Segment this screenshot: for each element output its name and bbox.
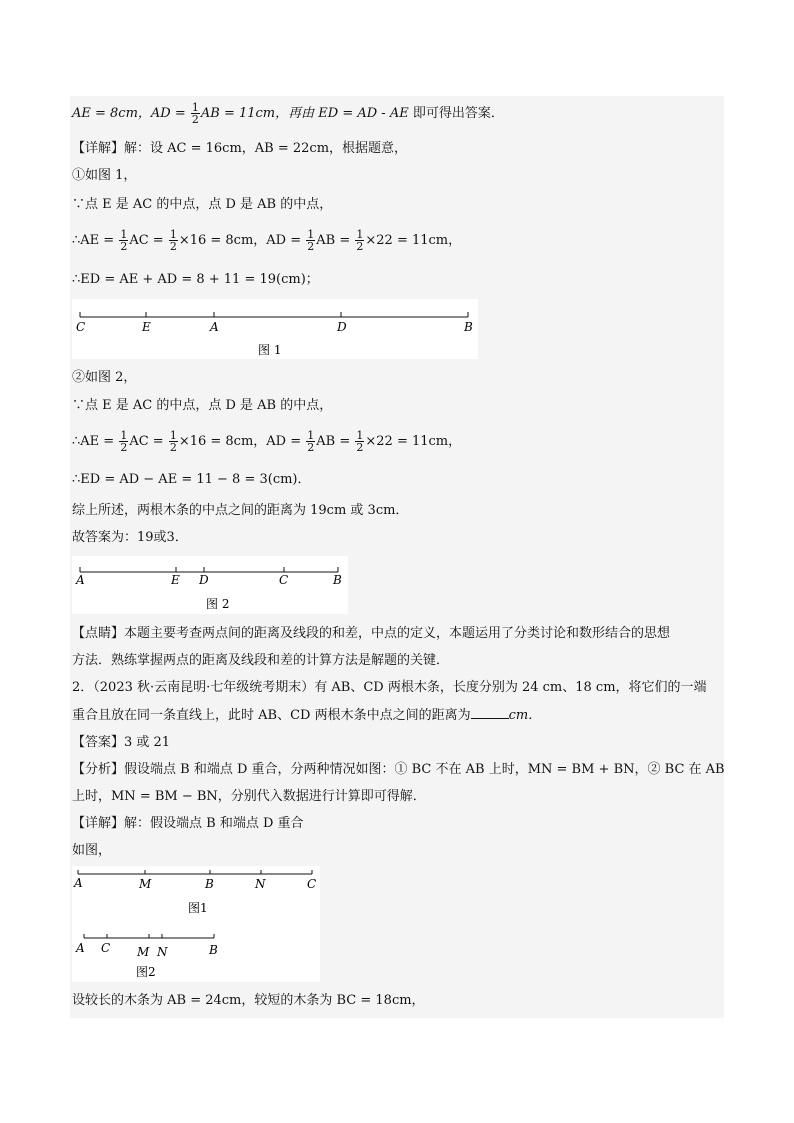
text-line-3: ①如图 1， — [72, 168, 137, 183]
text-line-18: 【分析】假设端点 B 和端点 D 重合，分两种情况如图：① BC 不在 AB 上时，MN = BM + BN，② BC 在 AB — [72, 762, 725, 777]
label-c1: C — [307, 877, 317, 891]
text-line-17: 【答案】3 或 21 — [72, 735, 171, 750]
label-a1: A — [74, 876, 83, 890]
figure-1-svg — [72, 299, 478, 359]
text-line-13: 【点睛】本题主要考查两点间的距离及线段的和差，中点的定义，本题运用了分类讨论和数形结合的思想 — [72, 626, 671, 641]
answer-blank — [471, 706, 509, 719]
label-m1: M — [139, 877, 152, 891]
fraction-half: $\frac{1}{2}$ — [191, 101, 199, 126]
fraction-half: $\frac{1}{2}$ — [120, 228, 128, 253]
l1-eq: ED = AD - AE — [318, 106, 409, 121]
figure-1-caption: 图 1 — [258, 343, 282, 357]
figure-2-svg — [72, 556, 348, 614]
text-line-12: 故答案为：19或3． — [72, 530, 188, 545]
label-e: E — [142, 320, 151, 334]
fraction-half: $\frac{1}{2}$ — [356, 429, 364, 454]
text-line-10: ∴ED = AD − AE = 11 − 8 = 3(cm)． — [72, 472, 311, 487]
figure-3b-caption: 图2 — [136, 965, 156, 979]
label-e: E — [171, 573, 180, 587]
l1-mid: AB = 11cm，再由 — [200, 106, 319, 121]
label-b2: B — [209, 943, 218, 957]
text-line-9: ∴AE = $\frac{1}{2}$ AC = $\frac{1}{2}$ ×16 = 8cm，AD = $\frac{1}{2}$ AB = $\frac{1}{2}$ ×22 = 11cm， — [72, 429, 462, 454]
text-line-19: 上时，MN = BM − BN，分别代入数据进行计算即可得解． — [72, 789, 426, 804]
label-a2: A — [76, 941, 85, 955]
text-line-16: 重合且放在同一条直线上，此时 AB、CD 两根木条中点之间的距离为 cm． — [72, 708, 542, 723]
text-line-20: 【详解】解：假设端点 B 和端点 D 重合 — [72, 816, 304, 831]
label-n2: N — [157, 945, 168, 959]
figure-1 — [72, 299, 478, 359]
text-line-11: 综上所述，两根木条的中点之间的距离为 19cm 或 3cm． — [72, 503, 409, 518]
l1-pre: AE = 8cm，AD = — [72, 106, 190, 121]
figure-3 — [72, 866, 320, 982]
fraction-half: $\frac{1}{2}$ — [356, 228, 364, 253]
text-line-7: ②如图 2， — [72, 370, 137, 385]
text-line-21: 如图， — [72, 843, 112, 858]
label-d: D — [337, 320, 347, 334]
label-d: D — [199, 573, 209, 587]
fraction-half: $\frac{1}{2}$ — [120, 429, 128, 454]
fraction-half: $\frac{1}{2}$ — [169, 228, 177, 253]
label-a: A — [76, 573, 85, 587]
fraction-half: $\frac{1}{2}$ — [307, 228, 315, 253]
label-b: B — [333, 573, 342, 587]
fraction-half: $\frac{1}{2}$ — [307, 429, 315, 454]
figure-3a-caption: 图1 — [188, 901, 208, 915]
text-line-15: 2．（2023 秋·云南昆明·七年级统考期末）有 AB、CD 两根木条，长度分别为 24 cm、18 cm，将它们的一端 — [72, 680, 707, 695]
label-m2: M — [137, 945, 150, 959]
figure-2-caption: 图 2 — [206, 597, 230, 611]
text-line-14: 方法．熟练掌握两点的距离及线段和差的计算方法是解题的关键． — [72, 653, 450, 668]
text-line-2: 【详解】解：设 AC = 16cm，AB = 22cm，根据题意， — [72, 141, 408, 156]
label-c2: C — [101, 941, 111, 955]
label-b1: B — [205, 877, 214, 891]
figure-2 — [72, 556, 348, 614]
l1-post: 即可得出答案． — [408, 106, 504, 121]
text-line-4: ∵点 E 是 AC 的中点，点 D 是 AB 的中点， — [72, 197, 333, 212]
label-b: B — [464, 320, 473, 334]
label-a: A — [210, 320, 219, 334]
text-line-1 — [72, 102, 504, 125]
figure-3-svg — [72, 866, 320, 982]
label-n1: N — [255, 877, 266, 891]
text-line-8: ∵点 E 是 AC 的中点，点 D 是 AB 的中点， — [72, 398, 333, 413]
text-line-22: 设较长的木条为 AB = 24cm，较短的木条为 BC = 18cm， — [72, 993, 425, 1008]
text-line-6: ∴ED = AE + AD = 8 + 11 = 19(cm)； — [72, 272, 319, 287]
label-c: C — [279, 573, 289, 587]
fraction-half: $\frac{1}{2}$ — [169, 429, 177, 454]
text-line-5: ∴AE = $\frac{1}{2}$ AC = $\frac{1}{2}$ ×16 = 8cm，AD = $\frac{1}{2}$ AB = $\frac{1}{2}$ ×22 = 11cm， — [72, 228, 462, 253]
label-c: C — [76, 320, 86, 334]
